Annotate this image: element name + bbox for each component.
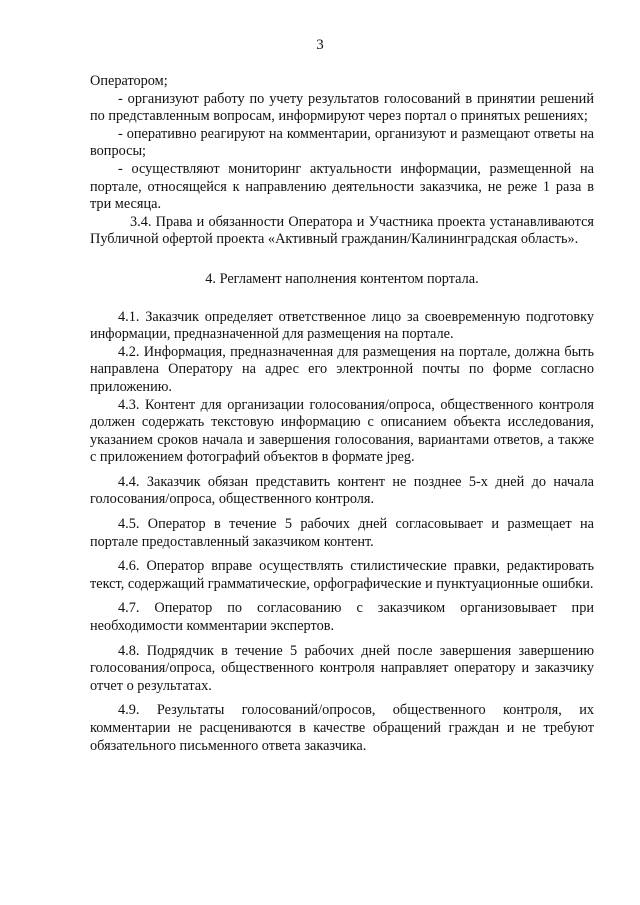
section-title-4: 4. Регламент наполнения контентом портала. bbox=[205, 270, 479, 287]
paragraph-4-9: 4.9. Результаты голосований/опросов, общественного контроля, их комментарии не расцениваются в качестве обращений граждан и не требуют обязательного письменного ответа заказчика. bbox=[90, 702, 594, 754]
paragraph-4-7: 4.7. Оператор по согласованию с заказчиком организовывает при необходимости комментарии экспертов. bbox=[90, 600, 594, 635]
paragraph-bullet-monitoring: - осуществляют мониторинг актуальности информации, размещенной на портале, относящейся к направлению деятельности заказчика, не реже 1 раза в три месяца. bbox=[90, 160, 594, 213]
paragraph-4-2: 4.2. Информация, предназначенная для размещения на портале, должна быть направлена Оператору на адрес его электронной почты по форме согласно приложению. bbox=[90, 343, 594, 395]
paragraph-4-1: 4.1. Заказчик определяет ответственное лицо за своевременную подготовку информации, предназначенной для размещения на портале. bbox=[90, 308, 594, 343]
document-body bbox=[90, 73, 594, 755]
paragraph-bullet-comments: - оперативно реагируют на комментарии, организуют и размещают ответы на вопросы; bbox=[90, 125, 594, 160]
paragraph-4-5: 4.5. Оператор в течение 5 рабочих дней согласовывает и размещает на портале предоставленный заказчиком контент. bbox=[90, 516, 594, 550]
paragraph-4-8: 4.8. Подрядчик в течение 5 рабочих дней после завершения завершению голосования/опроса, общественного контроля направляет оператору и заказчику отчет о результатах. bbox=[90, 642, 594, 694]
paragraph-4-6: 4.6. Оператор вправе осуществлять стилистические правки, редактировать текст, содержащий грамматические, орфографические и пунктуационные ошибки. bbox=[90, 558, 594, 592]
paragraph-4-3: 4.3. Контент для организации голосования/опроса, общественного контроля должен содержать текстовую информацию с описанием объекта исследования, указанием сроков начала и завершения голосования, вариантами ответов, а также с приложением фотографий объектов в формате jpeg. bbox=[90, 396, 594, 466]
paragraph-4-4: 4.4. Заказчик обязан представить контент не позднее 5-х дней до начала голосования/опроса, общественного контроля. bbox=[90, 473, 594, 508]
paragraph-bullet-voting-results: - организуют работу по учету результатов голосований в принятии решений по представленным вопросам, информируют через портал о принятых решениях; bbox=[90, 90, 594, 125]
page-number: 3 bbox=[316, 37, 324, 53]
paragraph-operator-continuation: Оператором; bbox=[90, 73, 168, 89]
paragraph-3-4: 3.4. Права и обязанности Оператора и Участника проекта устанавливаются Публичной офертой проекта «Активный гражданин/Калининградская область». bbox=[90, 213, 594, 248]
